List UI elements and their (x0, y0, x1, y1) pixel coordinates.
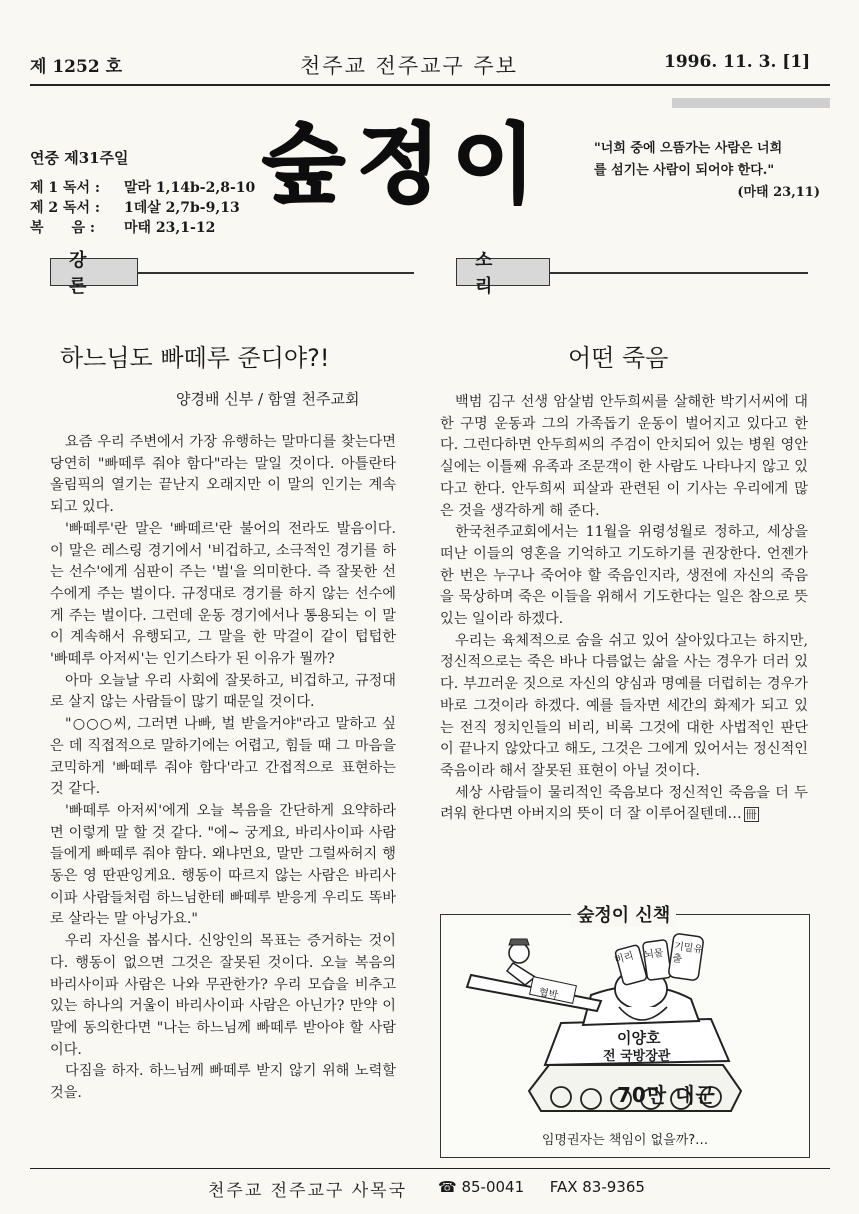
section-rule (138, 272, 414, 274)
section-rule (550, 272, 808, 274)
liturgy-week: 연중 제31주일 (30, 149, 129, 167)
scripture-quote (594, 138, 834, 204)
cartoon-tag: 뇌물 (643, 947, 665, 962)
reading-1: 제 1 독서 : 말라 1,14b-2,8-10 (30, 180, 256, 196)
article-title-voice: 어떤 죽음 (568, 344, 669, 372)
end-mark-icon: 冊 (745, 808, 757, 822)
quote-line: "너희 중에 으뜸가는 사람은 너희 (594, 141, 783, 156)
soldier-figure-icon (507, 939, 535, 985)
paragraph: '빠떼루'란 말은 '빠떼르'란 불어의 전라도 발음이다. 이 말은 레스링 경기에서 '비겁하고, 소극적인 경기를 하는 선수'에게 심판이 주는 '벌'을 의미한다. 즉 잘못한 선수에게 주는 벌이다. 규정대로 경기를 하지 않는 선수에게 주는 벌이다. 그런데 운동 경기에서나 통용되는 이 말이 계속해서 유행되고, 그 말을 한 막걸이 같이 텁텁한 '빠떼루 아저씨'는 인기스타가 된 이유가 뭘까? (50, 520, 396, 668)
cartoon-tag: 비리 (613, 950, 635, 967)
cartoon-caption: 임명권자는 책임이 없을까?… (541, 1133, 709, 1148)
quote-source: (마태 23,11) (737, 185, 820, 200)
paragraph: "○○○씨, 그러면 나빠, 벌 받을거야"라고 말하고 싶은 데 직접적으로 말하기에는 어렵고, 힘들 때 그 마음을 코믹하게 '빠떼루 줘야 함다'라고 간접적으로 표현하는 것 같다. (50, 716, 396, 798)
header-rule (30, 84, 830, 86)
masthead-logo (262, 115, 572, 215)
paragraph: 다짐을 하자. 하느님께 빠떼루 받지 않기 위해 노력할 것을. (50, 1063, 396, 1102)
paragraph: 세상 사람들이 물리적인 죽음보다 정신적인 죽음을 더 두려워 한다면 아버지의 뜻이 더 잘 이루어질텐데… 冊 (440, 784, 808, 823)
article-author: 양경배 신부 / 함열 천주교회 (176, 390, 360, 408)
liturgy-info (30, 148, 255, 238)
homily-body (50, 432, 396, 1105)
fax-number: FAX 83-9365 (549, 1178, 645, 1196)
cartoon-title: 숲정이 신책 (571, 901, 676, 927)
paragraph: 아마 오늘날 우리 사회에 잘못하고, 비겁하고, 규정대로 살지 않는 사람들이 많기 때문일 것이다. (50, 672, 396, 711)
paragraph: 요즘 우리 주변에서 가장 유행하는 말마디를 찾는다면 당연히 "빠떼루 줘야 함다"라는 말일 것이다. 아틀란타 올림픽의 열기는 끝난지 오래지만 이 말의 인기는 계속되고 있다. (50, 434, 396, 516)
issue-number: 제 1252 호 (30, 57, 122, 77)
decorative-bar (672, 98, 830, 108)
phone-number: ☎ 85-0041 (438, 1178, 525, 1196)
newspaper-title: 천주교 전주교구 주보 (300, 54, 518, 78)
issue-date: 1996. 11. 3. [1] (664, 52, 811, 72)
tank-name-line1: 이양호 (617, 1029, 661, 1047)
editorial-cartoon (440, 905, 810, 1158)
paragraph: 한국천주교회에서는 11월을 위령성월로 정하고, 세상을 떠난 이들의 영혼을 기억하고 기도하기를 권장한다. 언젠가 한 번은 누구나 죽어야 할 죽음인지라, 생전에 자신의 죽음을 묵상하며 죽은 이들을 위해서 기도한다는 일은 참으로 뜻있는 일이라 하겠다. (440, 524, 808, 628)
paragraph: '빠떼루 아저씨'에게 오늘 복음을 간단하게 요약하라면 이렇게 말 할 것 같다. "에~ 궁게요, 바리사이파 사람들에게 빠떼루 줘야 함다. 왜냐먼요, 말만 그럴싸허지 행동은 영 딴판잉게요. 행동이 따르지 않는 사람은 바리사이파 사람들처럼 하느님한테 빠떼루 받응게 우리도 똑바로 살라는 말 아닝가요." (50, 802, 396, 928)
tank-army: 70만 대군 (617, 1083, 716, 1107)
article-title-homily: 하느님도 빠떼루 준디야?! (60, 344, 330, 372)
tank-name-line2: 전 국방장관 (603, 1049, 671, 1064)
footer-contact (438, 1178, 645, 1196)
cartoon-sign: 협박 (537, 987, 559, 1002)
paragraph: 우리 자신을 봅시다. 신앙인의 목표는 증거하는 것이다. 행동이 없으면 그것은 잘못된 것이다. 오늘 복음의 바리사이파 사람은 나와 무관한가? 우리 모습을 비추고 있는 하나의 거울이 바리사이파 사람은 아닌가? 만약 이 말에 동의한다면 "나는 하느님께 빠떼루 받아야 할 사람이다. (50, 933, 396, 1058)
section-label-homily: 강 론 (50, 258, 138, 286)
reading-2: 제 2 독서 : 1데살 2,7b-9,13 (30, 200, 240, 216)
quote-line: 를 섬기는 사람이 되어야 한다." (594, 163, 775, 178)
paragraph: 백범 김구 선생 암살범 안두희씨를 살해한 박기서씨에 대한 구명 운동과 그의 가족돕기 운동이 벌어지고 있다고 한다. 그런다하면 안두희씨의 주검이 안치되어 있는 병원 영안실에는 이틀째 유족과 조문객이 한 사람도 나타나지 않고 있다고 한다. 안두희씨 피살과 관련된 이 기사는 우리에게 많은 것을 생각하게 해 준다. (440, 394, 808, 519)
footer-organization: 천주교 전주교구 사목국 (208, 1181, 408, 1201)
footer-rule (30, 1168, 830, 1169)
voice-body (440, 392, 808, 826)
section-label-voice: 소 리 (456, 258, 550, 286)
paragraph: 우리는 육체적으로 숨을 쉬고 있어 살아있다고는 하지만, 정신적으로는 죽은 바나 다름없는 삶을 사는 경우가 더러 있다. 부끄러운 짓으로 자신의 양심과 명예를 더럽히는 경우가 바로 그것이라 하겠다. 예를 들자면 세간의 화제가 되고 있는 전직 정치인들의 비리, 비록 그것에 대한 사법적인 판단이 끝나지 않았다고 해도, 그것은 그에게 있어서는 정신적인 죽음이라 해서 잘못된 표현이 아닐 것이다. (440, 632, 808, 779)
gospel-reading: 복 음 : 마태 23,1-12 (30, 220, 216, 236)
logo-text: 숲정이 (262, 115, 548, 215)
cartoon-tag: 기밀유출 (671, 941, 704, 966)
